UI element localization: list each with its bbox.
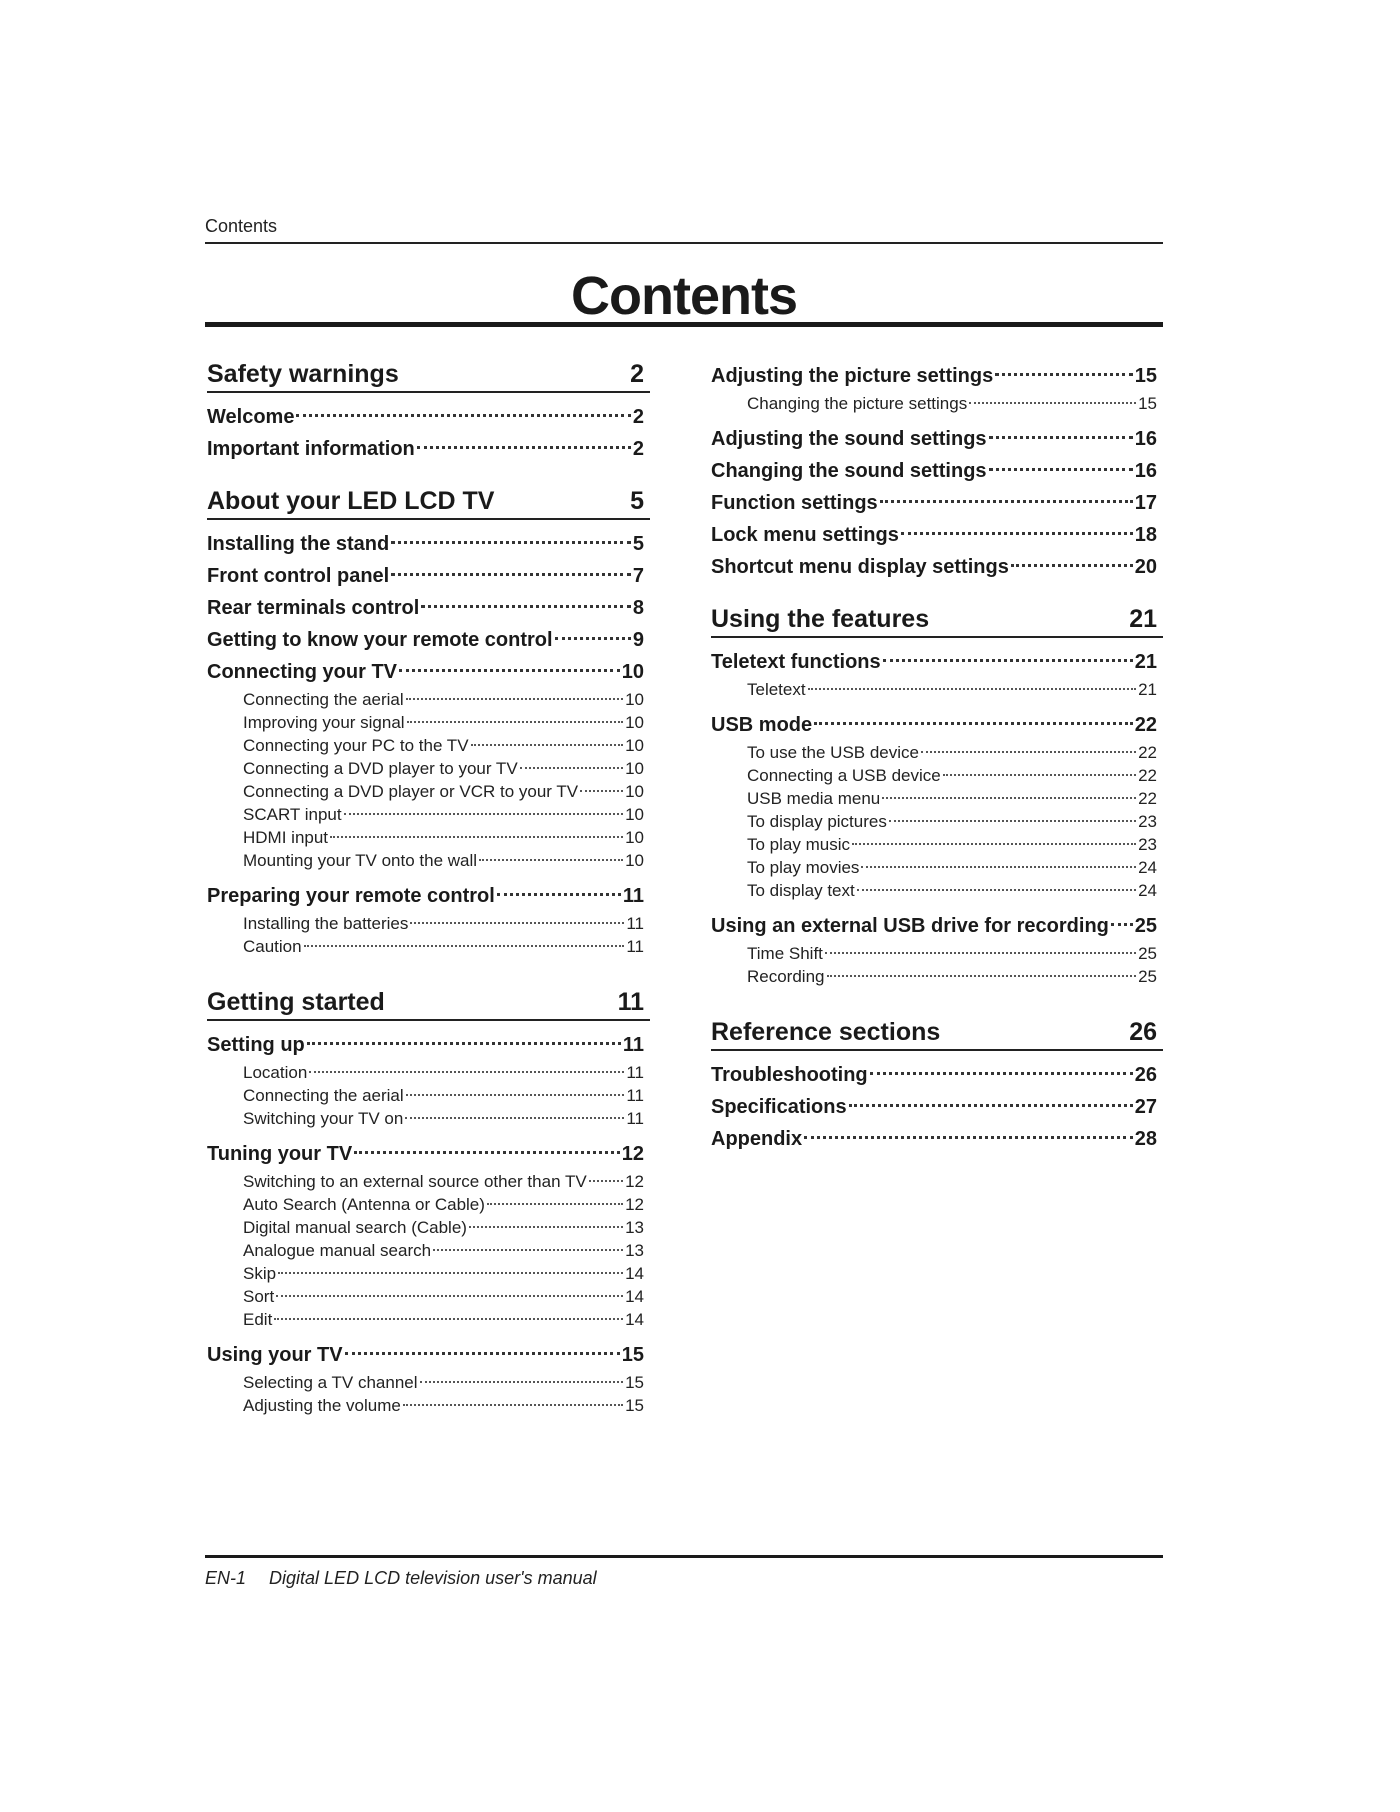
dot-leader (296, 414, 630, 417)
dot-leader (857, 889, 1136, 891)
toc-entry[interactable] (207, 433, 650, 465)
sub-label: Connecting a DVD player to your TV (243, 759, 518, 778)
entry-page-number: 25 (1134, 915, 1157, 937)
dot-leader (901, 532, 1133, 535)
sub-label: Sort (243, 1287, 275, 1306)
sub-label: SCART input (243, 805, 342, 824)
entry-label: Troubleshooting (711, 1064, 868, 1086)
toc-subentry[interactable] (207, 849, 650, 872)
entry-label: Important information (207, 438, 415, 460)
dot-leader (417, 446, 631, 449)
sub-page-number: 11 (626, 1086, 644, 1105)
toc-entry[interactable] (711, 646, 1163, 678)
dot-leader (808, 688, 1136, 690)
entry-page-number: 26 (1134, 1064, 1157, 1086)
dot-leader (403, 1404, 623, 1406)
entry-page-number: 12 (621, 1143, 644, 1165)
sub-label: Skip (243, 1264, 277, 1283)
sub-label: To display pictures (747, 812, 887, 831)
dot-leader (344, 813, 623, 815)
toc-subentry[interactable] (711, 965, 1163, 988)
entry-label: USB mode (711, 714, 813, 736)
toc-subentry[interactable] (207, 1285, 650, 1308)
toc-entry[interactable] (711, 1123, 1163, 1155)
spacer (711, 996, 1163, 1018)
dot-leader (497, 893, 621, 896)
toc-entry[interactable] (207, 528, 650, 560)
sub-label: Recording (747, 967, 825, 986)
dot-leader (354, 1151, 620, 1154)
dot-leader (406, 1094, 625, 1096)
sub-label: Connecting a DVD player or VCR to your TV (243, 782, 579, 801)
sub-label: USB media menu (747, 789, 881, 808)
toc-subentry[interactable] (207, 935, 650, 958)
entry-label: Setting up (207, 1034, 305, 1056)
toc-right-column (711, 360, 1163, 1155)
dot-leader (406, 698, 623, 700)
toc-subentry[interactable] (207, 688, 650, 711)
section-title: Reference sections (711, 1018, 941, 1046)
sub-label: Location (243, 1063, 308, 1082)
sub-page-number: 11 (626, 1063, 644, 1082)
sub-page-number: 15 (625, 1373, 644, 1392)
spacer (711, 415, 1163, 423)
sub-label: Connecting your PC to the TV (243, 736, 469, 755)
entry-page-number: 2 (632, 438, 644, 460)
section-page-number: 11 (617, 988, 644, 1016)
dot-leader (1111, 923, 1133, 926)
toc-entry[interactable] (711, 519, 1163, 551)
dot-leader (407, 721, 624, 723)
dot-leader (804, 1136, 1133, 1139)
entry-page-number: 8 (632, 597, 644, 619)
entry-page-number: 15 (621, 1344, 644, 1366)
sub-page-number: 10 (625, 713, 644, 732)
sub-page-number: 13 (625, 1218, 644, 1237)
sub-label: Mounting your TV onto the wall (243, 851, 478, 870)
sub-page-number: 15 (625, 1396, 644, 1415)
dot-leader (433, 1249, 623, 1251)
dot-leader (1011, 564, 1133, 567)
dot-leader (989, 436, 1133, 439)
sub-page-number: 22 (1138, 743, 1157, 762)
entry-page-number: 21 (1134, 651, 1157, 673)
toc-entry[interactable] (207, 656, 650, 688)
dot-leader (861, 866, 1136, 868)
entry-page-number: 18 (1134, 524, 1157, 546)
toc-subentry[interactable] (207, 1308, 650, 1331)
toc-subentry[interactable] (207, 1239, 650, 1262)
spacer (207, 1331, 650, 1339)
toc-entry[interactable] (207, 1029, 650, 1061)
sub-label: Adjusting the volume (243, 1396, 401, 1415)
sub-page-number: 11 (626, 937, 644, 956)
sub-page-number: 10 (625, 805, 644, 824)
entry-page-number: 7 (632, 565, 644, 587)
toc-entry[interactable] (207, 560, 650, 592)
footer-manual-title: Digital LED LCD television user's manual (269, 1568, 597, 1588)
sub-page-number: 10 (625, 759, 644, 778)
sub-label: Switching to an external source other than TV (243, 1172, 587, 1191)
toc-subentry[interactable] (711, 856, 1163, 879)
section-page-number: 21 (1129, 605, 1157, 633)
dot-leader (882, 797, 1136, 799)
dot-leader (580, 790, 623, 792)
entry-label: Shortcut menu display settings (711, 556, 1009, 578)
sub-page-number: 12 (625, 1195, 644, 1214)
toc-section-heading[interactable] (711, 605, 1163, 638)
dot-leader (304, 945, 625, 947)
entry-page-number: 22 (1134, 714, 1157, 736)
entry-page-number: 27 (1134, 1096, 1157, 1118)
dot-leader (405, 1117, 624, 1119)
sub-label: HDMI input (243, 828, 329, 847)
toc-subentry[interactable] (207, 1216, 650, 1239)
entry-label: Getting to know your remote control (207, 629, 553, 651)
toc-section-heading[interactable] (207, 360, 650, 393)
entry-page-number: 10 (621, 661, 644, 683)
toc-entry[interactable] (711, 709, 1163, 741)
spacer (711, 902, 1163, 910)
toc-subentry[interactable] (207, 1061, 650, 1084)
entry-label: Front control panel (207, 565, 390, 587)
sub-page-number: 23 (1138, 835, 1157, 854)
toc-subentry[interactable] (207, 803, 650, 826)
title-rule (205, 322, 1163, 327)
sub-page-number: 24 (1138, 858, 1157, 877)
dot-leader (421, 605, 631, 608)
sub-page-number: 14 (625, 1264, 644, 1283)
sub-page-number: 10 (625, 828, 644, 847)
entry-label: Lock menu settings (711, 524, 899, 546)
entry-page-number: 15 (1134, 365, 1157, 387)
entry-page-number: 16 (1134, 460, 1157, 482)
sub-label: Installing the batteries (243, 914, 409, 933)
dot-leader (471, 744, 624, 746)
sub-label: Connecting the aerial (243, 690, 404, 709)
sub-label: Teletext (747, 680, 806, 699)
toc-section-heading[interactable] (207, 487, 650, 520)
dot-leader (589, 1180, 623, 1182)
sub-page-number: 14 (625, 1310, 644, 1329)
dot-leader (274, 1318, 623, 1320)
sub-page-number: 21 (1138, 680, 1157, 699)
toc-entry[interactable] (711, 455, 1163, 487)
sub-page-number: 10 (625, 736, 644, 755)
entry-label: Specifications (711, 1096, 847, 1118)
entry-label: Appendix (711, 1128, 803, 1150)
entry-page-number: 9 (632, 629, 644, 651)
toc-entry[interactable] (207, 1138, 650, 1170)
footer-rule (205, 1555, 1163, 1558)
sub-label: Connecting the aerial (243, 1086, 404, 1105)
entry-label: Function settings (711, 492, 878, 514)
sub-label: To display text (747, 881, 855, 900)
sub-label: Improving your signal (243, 713, 405, 732)
toc-subentry[interactable] (207, 1262, 650, 1285)
page-title: Contents (571, 266, 797, 326)
dot-leader (330, 836, 623, 838)
sub-page-number: 25 (1138, 944, 1157, 963)
dot-leader (943, 774, 1136, 776)
toc-subentry[interactable] (207, 912, 650, 935)
toc-left-column (207, 360, 650, 1425)
toc-subentry[interactable] (711, 764, 1163, 787)
entry-label: Preparing your remote control (207, 885, 495, 907)
toc-subentry[interactable] (711, 942, 1163, 965)
dot-leader (880, 500, 1133, 503)
section-title: Safety warnings (207, 360, 399, 388)
dot-leader (814, 722, 1133, 725)
dot-leader (420, 1381, 624, 1383)
toc-entry[interactable] (711, 551, 1163, 583)
toc-subentry[interactable] (711, 833, 1163, 856)
toc-subentry[interactable] (207, 1193, 650, 1216)
dot-leader (827, 975, 1137, 977)
toc-entry[interactable] (207, 1339, 650, 1371)
running-header: Contents (205, 216, 278, 236)
toc-subentry[interactable] (207, 1107, 650, 1130)
sub-label: Auto Search (Antenna or Cable) (243, 1195, 485, 1214)
toc-entry[interactable] (207, 401, 650, 433)
toc-subentry[interactable] (207, 1084, 650, 1107)
dot-leader (391, 541, 631, 544)
sub-label: Switching your TV on (243, 1109, 404, 1128)
toc-entry[interactable] (207, 624, 650, 656)
entry-label: Rear terminals control (207, 597, 420, 619)
section-title: Using the features (711, 605, 930, 633)
toc-subentry[interactable] (207, 1371, 650, 1394)
section-page-number: 5 (630, 487, 644, 515)
entry-label: Teletext functions (711, 651, 881, 673)
toc-subentry[interactable] (711, 678, 1163, 701)
sub-page-number: 13 (625, 1241, 644, 1260)
toc-entry[interactable] (207, 592, 650, 624)
section-title: About your LED LCD TV (207, 487, 495, 515)
sub-label: Selecting a TV channel (243, 1373, 418, 1392)
dot-leader (487, 1203, 623, 1205)
dot-leader (278, 1272, 623, 1274)
sub-label: Analogue manual search (243, 1241, 432, 1260)
sub-label: To play movies (747, 858, 860, 877)
toc-subentry[interactable] (207, 757, 650, 780)
entry-page-number: 2 (632, 406, 644, 428)
toc-subentry[interactable] (207, 1394, 650, 1417)
sub-label: Edit (243, 1310, 273, 1329)
footer-page-code: EN-1 (205, 1568, 247, 1588)
toc-entry[interactable] (207, 880, 650, 912)
entry-label: Using an external USB drive for recording (711, 915, 1109, 937)
toc-subentry[interactable] (711, 810, 1163, 833)
entry-page-number: 28 (1134, 1128, 1157, 1150)
entry-label: Tuning your TV (207, 1143, 353, 1165)
dot-leader (309, 1071, 624, 1073)
entry-label: Connecting your TV (207, 661, 397, 683)
section-page-number: 2 (630, 360, 644, 388)
toc-subentry[interactable] (711, 787, 1163, 810)
dot-leader (921, 751, 1136, 753)
dot-leader (883, 659, 1133, 662)
entry-label: Adjusting the picture settings (711, 365, 994, 387)
toc-subentry[interactable] (207, 711, 650, 734)
entry-label: Adjusting the sound settings (711, 428, 987, 450)
dot-leader (995, 373, 1133, 376)
toc-subentry[interactable] (207, 826, 650, 849)
sub-page-number: 10 (625, 782, 644, 801)
toc-entry[interactable] (711, 1059, 1163, 1091)
entry-label: Welcome (207, 406, 295, 428)
sub-page-number: 10 (625, 851, 644, 870)
entry-label: Using your TV (207, 1344, 343, 1366)
spacer (711, 701, 1163, 709)
toc-subentry[interactable] (207, 734, 650, 757)
page-footer (205, 1568, 597, 1589)
section-page-number: 26 (1129, 1018, 1157, 1046)
spacer (711, 583, 1163, 605)
toc-subentry[interactable] (207, 780, 650, 803)
dot-leader (345, 1352, 620, 1355)
sub-label: To use the USB device (747, 743, 919, 762)
dot-leader (469, 1226, 623, 1228)
toc-subentry[interactable] (711, 879, 1163, 902)
toc-subentry[interactable] (711, 741, 1163, 764)
spacer (207, 872, 650, 880)
toc-section-heading[interactable] (711, 1018, 1163, 1051)
sub-label: Digital manual search (Cable) (243, 1218, 467, 1237)
dot-leader (410, 922, 624, 924)
sub-label: Time Shift (747, 944, 823, 963)
sub-page-number: 15 (1138, 394, 1157, 413)
header-rule (205, 242, 1163, 244)
toc-subentry[interactable] (711, 392, 1163, 415)
dot-leader (969, 402, 1136, 404)
sub-page-number: 11 (626, 914, 644, 933)
entry-page-number: 20 (1134, 556, 1157, 578)
toc-entry[interactable] (711, 423, 1163, 455)
dot-leader (520, 767, 623, 769)
entry-page-number: 5 (632, 533, 644, 555)
sub-label: To play music (747, 835, 850, 854)
dot-leader (989, 468, 1133, 471)
spacer (207, 1130, 650, 1138)
entry-page-number: 11 (622, 1034, 644, 1056)
dot-leader (852, 843, 1136, 845)
toc-subentry[interactable] (207, 1170, 650, 1193)
toc-entry[interactable] (711, 360, 1163, 392)
dot-leader (276, 1295, 623, 1297)
sub-page-number: 23 (1138, 812, 1157, 831)
sub-label: Connecting a USB device (747, 766, 941, 785)
dot-leader (825, 952, 1136, 954)
entry-label: Installing the stand (207, 533, 390, 555)
entry-page-number: 17 (1134, 492, 1157, 514)
entry-label: Changing the sound settings (711, 460, 987, 482)
dot-leader (555, 637, 631, 640)
sub-page-number: 14 (625, 1287, 644, 1306)
entry-page-number: 16 (1134, 428, 1157, 450)
toc-section-heading[interactable] (207, 988, 650, 1021)
dot-leader (307, 1042, 621, 1045)
toc-entry[interactable] (711, 1091, 1163, 1123)
spacer (207, 465, 650, 487)
sub-page-number: 22 (1138, 766, 1157, 785)
entry-page-number: 11 (622, 885, 644, 907)
toc-entry[interactable] (711, 487, 1163, 519)
sub-page-number: 24 (1138, 881, 1157, 900)
dot-leader (870, 1072, 1133, 1075)
sub-page-number: 22 (1138, 789, 1157, 808)
sub-page-number: 25 (1138, 967, 1157, 986)
spacer (207, 1417, 650, 1425)
sub-page-number: 10 (625, 690, 644, 709)
spacer (711, 988, 1163, 996)
dot-leader (399, 669, 620, 672)
dot-leader (391, 573, 631, 576)
sub-page-number: 12 (625, 1172, 644, 1191)
dot-leader (889, 820, 1136, 822)
dot-leader (849, 1104, 1133, 1107)
sub-page-number: 11 (626, 1109, 644, 1128)
spacer (207, 966, 650, 988)
sub-label: Changing the picture settings (747, 394, 968, 413)
section-title: Getting started (207, 988, 385, 1016)
toc-entry[interactable] (711, 910, 1163, 942)
spacer (207, 958, 650, 966)
dot-leader (479, 859, 623, 861)
sub-label: Caution (243, 937, 302, 956)
